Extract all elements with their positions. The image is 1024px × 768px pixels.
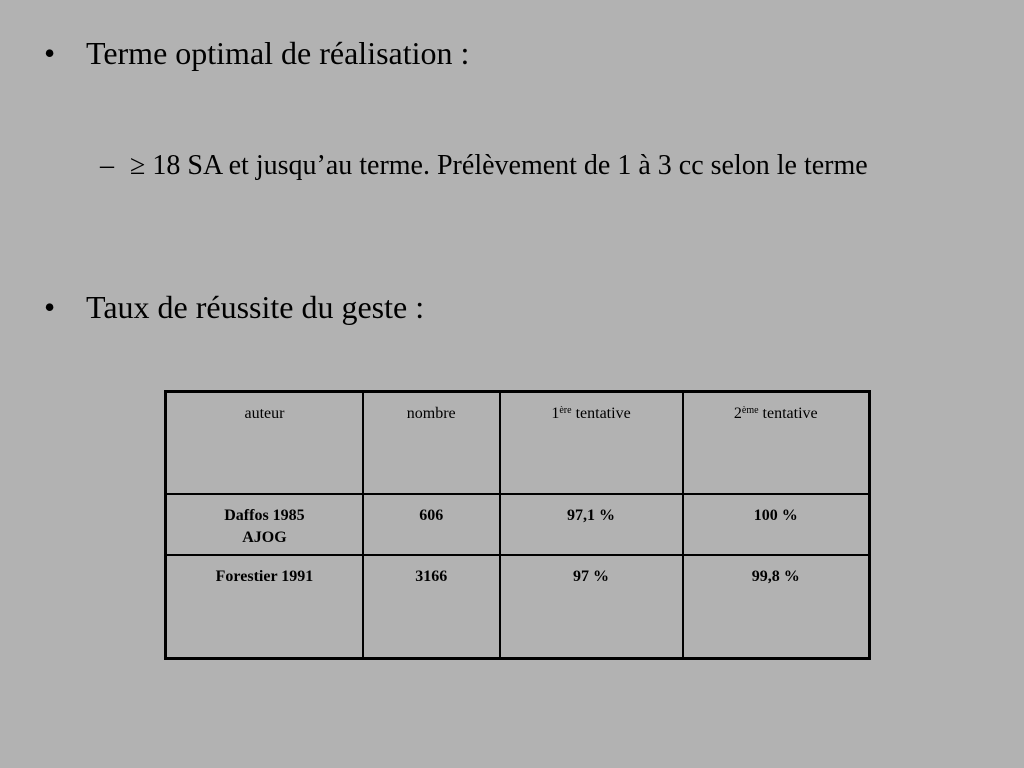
bullet-marker: • [44, 289, 56, 325]
cell-nombre: 606 [363, 494, 500, 555]
sub-bullet-text: ≥ 18 SA et jusqu’au terme. Prélèvement de 1 à 3 cc selon le terme [130, 150, 868, 181]
bullet-marker: • [44, 35, 56, 71]
bullet-taux-reussite [44, 289, 424, 325]
cell-nombre: 3166 [363, 555, 500, 658]
bullet-text: Terme optimal de réalisation : [86, 35, 470, 71]
cell-tentative-1: 97 % [500, 555, 683, 658]
table-row [166, 494, 870, 555]
cell-auteur: Forestier 1991 [166, 555, 363, 658]
cell-auteur: Daffos 1985 AJOG [166, 494, 363, 555]
header-tentative-2: 2ème tentative [683, 392, 870, 494]
cell-tentative-2: 99,8 % [683, 555, 870, 658]
results-table [164, 390, 871, 660]
header-auteur: auteur [166, 392, 363, 494]
cell-tentative-2: 100 % [683, 494, 870, 555]
header-tentative-1: 1ère tentative [500, 392, 683, 494]
sub-bullet-marker: – [100, 150, 114, 181]
table-header-row [166, 392, 870, 494]
sub-bullet-sa [100, 146, 960, 186]
cell-tentative-1: 97,1 % [500, 494, 683, 555]
table-row [166, 555, 870, 658]
bullet-terme-optimal [44, 35, 469, 71]
header-nombre: nombre [363, 392, 500, 494]
bullet-text: Taux de réussite du geste : [86, 289, 425, 325]
